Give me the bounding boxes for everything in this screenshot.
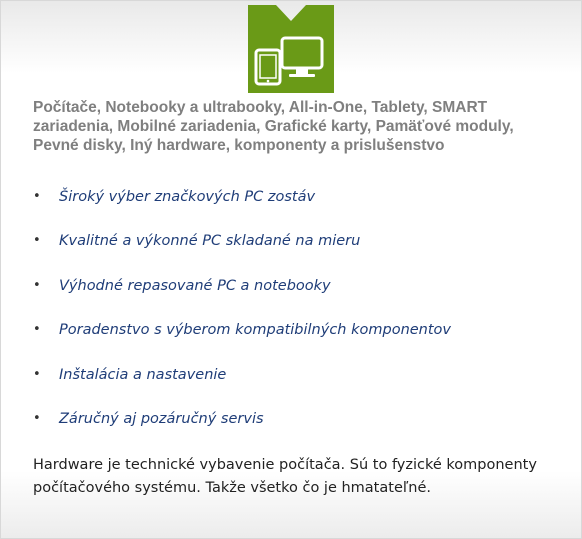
list-item (33, 318, 451, 362)
feature-list (33, 185, 451, 451)
feature-text: Široký výber značkových PC zostáv (59, 189, 316, 205)
categories-heading: Počítače, Notebooky a ultrabooky, All-in-One, Tablety, SMART zariadenia, Mobilné zariadenia, Grafické karty, Pamäťové moduly, Pevné disky, Iný hardware, komponenty a prislušenstvo (33, 99, 514, 154)
feature-text: Kvalitné a výkonné PC skladané na mieru (59, 233, 361, 250)
devices-icon (248, 5, 334, 93)
feature-text: Záručný aj pozáručný servis (59, 410, 264, 427)
description-text: Hardware je technické vybavenie počítača. Sú to fyzické komponenty počítačového systému. Takže všetko čo je hmatateľné. (33, 457, 537, 496)
list-item (33, 363, 451, 407)
bullet: • (33, 277, 41, 293)
list-item (33, 407, 451, 451)
list-item (33, 229, 451, 273)
list-item (33, 185, 451, 229)
feature-text: Výhodné repasované PC a notebooky (59, 277, 331, 294)
bullet: • (33, 233, 41, 249)
feature-text: Poradenstvo s výberom kompatibilných komponentov (59, 322, 452, 339)
bullet: • (33, 366, 41, 382)
list-item (33, 274, 451, 318)
bullet: • (33, 410, 41, 426)
bullet: • (33, 322, 41, 338)
feature-text: Inštalácia a nastavenie (59, 366, 227, 383)
bullet: • (33, 189, 41, 204)
